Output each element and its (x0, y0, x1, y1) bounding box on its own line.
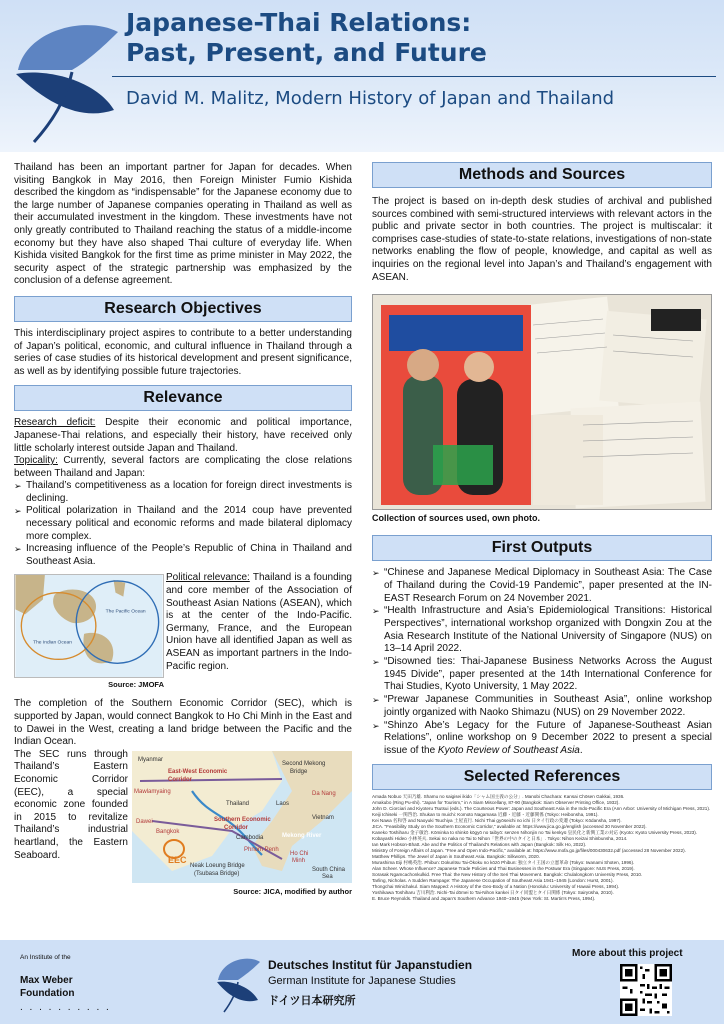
map-label-phnom-penh: Phnom Penh (244, 846, 279, 853)
map-label-cambodia: Cambodia (236, 834, 264, 841)
max-weber-foundation (20, 974, 74, 1000)
output-text: “Shinzo Abe’s Legacy for the Future of Japanese-Southeast Asian Relations”, online workshop on 9 December 2022 to present a special issue of the (384, 719, 712, 756)
topicality-label: Topicality: (14, 455, 58, 467)
map-label-mawlamyaing: Mawlamyaing (134, 788, 171, 795)
list-item: ➢ “Prewar Japanese Communities in Southeast Asia”, online workshop jointly organized with Naoko Shimazu (NUS) on 29 November 2022. (372, 694, 712, 719)
references-list (372, 794, 712, 902)
methods-heading: Methods and Sources (372, 162, 712, 188)
mwf-line-1: Max Weber (20, 975, 73, 986)
sources-photo-image (373, 295, 712, 510)
author-line: David M. Malitz, Modern History of Japan and Thailand (126, 88, 615, 109)
dij-name-english: German Institute for Japanese Studies (268, 975, 456, 987)
topicality-body: Currently, several factors are complicating the close relations between Thailand and Japan: (14, 455, 352, 479)
map-label-sec-2: Corridor (224, 824, 248, 831)
map-label-neak: Neak Loeung Bridge (190, 862, 245, 869)
poster-footer (0, 940, 724, 1024)
eec-paragraph: The SEC runs through Thailand’s Eastern Economic Corridor (EEC), a special economic zone founded in 2015 to revitalize Thailand’s industrial heartland, the Eastern Seaboard. (14, 748, 128, 861)
dij-name-german: Deutsches Institut für Japanstudien (268, 958, 473, 972)
map-label-ew-corridor-2: Corridor (168, 776, 192, 783)
map-label-mekong: Mekong River (282, 832, 322, 839)
list-item (372, 720, 712, 758)
reference-item: Ian Mark Hobson-Bhatt. Abe and the Politics of Thailand's Relations with Japan (Bangkok: Silk Ho, 2022). (372, 841, 587, 847)
research-objectives-text: This interdisciplinary project aspires to contribute to a better understanding of Japan’s political, economic, and cultural influence in Thailand through a series of case studies of its historical development and present significance, as well as by identifying possible future trajectories. (14, 327, 352, 377)
reference-item: Keiji Ichiseki 一関啓治. Shukan to muichi: Komoto Nagamasa 近藤・近藤・近藤関係 (Tokyo: Heibonsha, 1991). (372, 811, 599, 817)
map-label-hcm-2: Minh (292, 857, 306, 864)
reference-item: Amada Nobuo 天田乃雄. Shamu no saigisei ikido「シャム国主義の公分」. Manobi Chachara: Kansai Chōsen Gakkai, 1936. (372, 793, 625, 799)
research-deficit-text (14, 417, 352, 455)
list-item: ➢ Thailand’s competitiveness as a location for foreign direct investments is declining. (14, 480, 352, 505)
map-label-eec: EEC (168, 854, 187, 865)
map-label-danang: Da Nang (312, 790, 336, 797)
political-relevance-body: Thailand is a founding and core member of the Association of Southeast Asian Nations (ASEAN), which is at the center of the Indo-Pacific. Germany, France, and the European Union have all identified Japan as well as ASEAN as important partners in the Indo-Pacific region. (166, 572, 352, 672)
map-label-sec: Southern Economic (214, 816, 271, 823)
map-label-thailand: Thailand (226, 800, 250, 807)
political-relevance-label: Political relevance: (166, 572, 250, 584)
reference-item: Yoshikawa Toshiharu 吉川利治. Nichi-Tai dōmei to Tai-Nihon kankei 日タイ同盟とタイ日関係 (Tokyo: Sairyūsha, 2010). (372, 889, 614, 895)
output-journal: Kyoto Review of Southeast Asia (437, 745, 580, 756)
reference-item: E. Bruce Reynolds. Thailand and Japan's Southern Advance 1940–1945 (New York: St. Martin's Press, 1994). (372, 895, 596, 901)
outputs-list (372, 567, 712, 758)
title-line-2: Past, Present, and Future (126, 38, 487, 67)
methods-text: The project is based on in-depth desk studies of archival and published sources combined with semi-structured interviews with relevant actors in the public and private sector in both countries. The project is multiscalar: it comprises case-studies of state-to-state relations, investigations of non-state networks enabling the flow of people, knowledge, and capital as well as inquiries on the regional level into Japan’s and Thailand’s engagement with ASEAN. (372, 196, 712, 283)
photo-caption: Collection of sources used, own photo. (372, 513, 541, 524)
reference-item: Kobayashi Hideo 小林英夫. Sekai no naka no Tai to Nihon「世界の中のタイと日本」. Tokyo: Nihon Keizai Shinbunsha, 2014. (372, 835, 628, 841)
map-label-dawei: Dawei (136, 818, 153, 825)
topicality-text (14, 455, 352, 480)
mwf-dots: . . . . . . . . . . (20, 1002, 111, 1013)
output-end: . (579, 745, 583, 756)
reference-item: Kaneko Toshiharu 金子敏治. Kōminka to shinkō kōgyō no taibyō: senzen Nihonjin no Tai kenkyū 皇民化と新興工業の対応 (Kyoto: Kyoto University Press, 2023). (372, 829, 698, 835)
poster-title (126, 8, 487, 68)
list-item: ➢ “Disowned ties: Thai-Japanese Business Networks Across the August 1945 Divide”, paper presented at the 14th International Conference for Thai Studies, Kyoto University, 1 May 2022. (372, 656, 712, 694)
reference-item: Tarling, Nicholas. A Sudden Rampage: The Japanese Occupation of Southeast Asia 1941–1945 (London: Hurst, 2001). (372, 877, 614, 883)
poster-header (0, 0, 724, 152)
political-relevance-text (166, 572, 352, 673)
list-item: ➢ “Chinese and Japanese Medical Diplomacy in Southeast Asia: The Case of Thailand during the Covid-19 Pandemic”, paper presented at the IN-EAST Research Forum on 24 November 2021. (372, 567, 712, 605)
reference-item: Amakubo (Ring Pu-shi). "Japan for Tourism," in A Siam Miscellany, 87-90 (Bangkok: Siam Observer Printing Office, 1932). (372, 799, 620, 805)
reference-item: Alan Scheer. Whose Influence? Japanese Trade Policies and Thai Businesses in the Postwar Era (Singapore: NUS Press, 2019). (372, 865, 635, 871)
reference-item: Thongchai Winichakul. Siam Mapped: A History of the Geo-Body of a Nation (Honolulu: University of Hawaii Press, 1994). (372, 883, 620, 889)
map-label-second-bridge: Second Mekong (282, 760, 326, 767)
reference-item: Murashima Eiji 村嶋英治. Phibun: Dokuritsu Tai-Ōkoku no kōzō Phibun: 独立タイ王国の立憲革命 (Tokyo: Iwanami Shoten, 1996). (372, 859, 635, 865)
institute-of-label: An Institute of the (20, 954, 71, 961)
map-label-second-bridge-2: Bridge (290, 768, 308, 775)
sources-photo (372, 294, 712, 510)
reference-item: Kei Nawa 名和啓 and Naoyuki Tsuchiya 土屋直行. Nichi Thai gyōseichi no ichi 日タイ行政の変遷 (Tokyo: Kōdansha, 1997). (372, 817, 622, 823)
header-divider (112, 76, 716, 77)
reference-item: John D. Ciorciari and Kiyoteru Tsutsui (eds.). The Courteous Power: Japan and Southeast Asia in the Indo-Pacific Era (Ann Arbor: University of Michigan Press, 2021). (372, 805, 711, 811)
eec-block (14, 749, 352, 899)
ginkgo-logo-icon (6, 10, 126, 145)
dij-name-japanese: ドイツ日本研究所 (268, 995, 356, 1007)
map-label-myanmar: Myanmar (138, 756, 164, 763)
sec-map (132, 751, 352, 883)
research-deficit-label: Research deficit: (14, 417, 96, 429)
reference-item: JICA. "Feasibility Study on the Southern Economic Corridor," available at: https://www.jica.go.jp/english (accessed 30 November 2022). (372, 823, 647, 829)
title-line-1: Japanese-Thai Relations: (126, 8, 472, 37)
topicality-list (14, 480, 352, 568)
indian-ocean-label: The Indian Ocean (33, 641, 72, 647)
research-objectives-heading: Research Objectives (14, 296, 352, 322)
reference-item: Sorasak Ngamcachonkulkid. Free Thai: the New History of the Seri Thai Movement. Bangkok: Chulalongkorn University Press, 2010. (372, 871, 643, 877)
research-deficit-body: Despite their economic and political importance, Japanese-Thai relations, and especially their history, have received only little scholarly interest outside Japan and Thailand. (14, 417, 353, 454)
reference-item: Ministry of Foreign Affairs of Japan. "Free and Open Indo-Pacific," available at: https://www.mofa.go.jp/files/000430632.pdf (accessed 28 November 2022). (372, 847, 686, 853)
references-heading: Selected References (372, 764, 712, 790)
more-about-project: More about this project (572, 948, 683, 959)
pacific-ocean-label: The Pacific Ocean (105, 609, 146, 615)
map-label-hcm: Ho Chi (290, 850, 309, 857)
reference-item: Matthew Phillips. The Jewel of Japan in Southeast Asia. Bangkok: Silkworm, 2020. (372, 853, 540, 859)
map2-source: Source: JICA, modified by author (233, 886, 352, 896)
right-column (372, 162, 712, 902)
map1-source: Source: JMOFA (108, 680, 164, 690)
map-label-south-china-2: Sea (322, 873, 333, 880)
intro-paragraph: Thailand has been an important partner for Japan for decades. When visiting Bangkok in May 2016, then Foreign Minister Fumio Kishida described the kingdom as “indispensable” for the Japanese economy due to the large number of Japanese companies operating in Thailand as well as their accumulated investment in the kingdom. These investments have not only greatly contributed to Thailand reaching the status of a middle-income economy but they have also shaped Thai culture of everyday life. When Kishida visited Bangkok for the first time as prime minister in May 2022, the security aspect of the strategic partnership was emphasized by the conclusion of a defense agreement. (14, 162, 352, 287)
map-label-south-china: South China (312, 866, 346, 873)
left-column (14, 162, 352, 899)
sec-paragraph: The completion of the Southern Economic Corridor (SEC), which is supported by Japan, would connect Bangkok to Ho Chi Minh in the East and to Dawei in the West, creating a land bridge between the Pacific and the Indian Ocean. (14, 698, 352, 748)
map-label-laos: Laos (276, 800, 290, 807)
mwf-line-2: Foundation (20, 988, 75, 999)
first-outputs-heading: First Outputs (372, 535, 712, 561)
qr-code-icon[interactable] (620, 964, 672, 1016)
map-label-vietnam: Vietnam (312, 814, 334, 821)
list-item: ➢ “Health Infrastructure and Asia’s Epidemiological Transitions: Historical Perspectives”, international workshop organized with Dongxin Zou at the Asia Research Institute of the National University of Singapore (NUS) on 13–14 April 2022. (372, 605, 712, 656)
political-block (14, 574, 352, 694)
list-item: ➢ Political polarization in Thailand and the 2014 coup have prevented necessary political and economic reforms and made bilateral diplomacy more complex. (14, 505, 352, 543)
map-label-bangkok: Bangkok (156, 828, 180, 835)
relevance-heading: Relevance (14, 385, 352, 411)
indo-pacific-map (14, 574, 164, 678)
dij-ginkgo-icon (214, 952, 262, 1014)
map-label-ew-corridor: East-West Economic (168, 768, 228, 775)
map-label-neak-2: (Tsubasa Bridge) (194, 870, 240, 877)
list-item: ➢ Increasing influence of the People’s Republic of China in Thailand and Southeast Asia. (14, 543, 352, 568)
